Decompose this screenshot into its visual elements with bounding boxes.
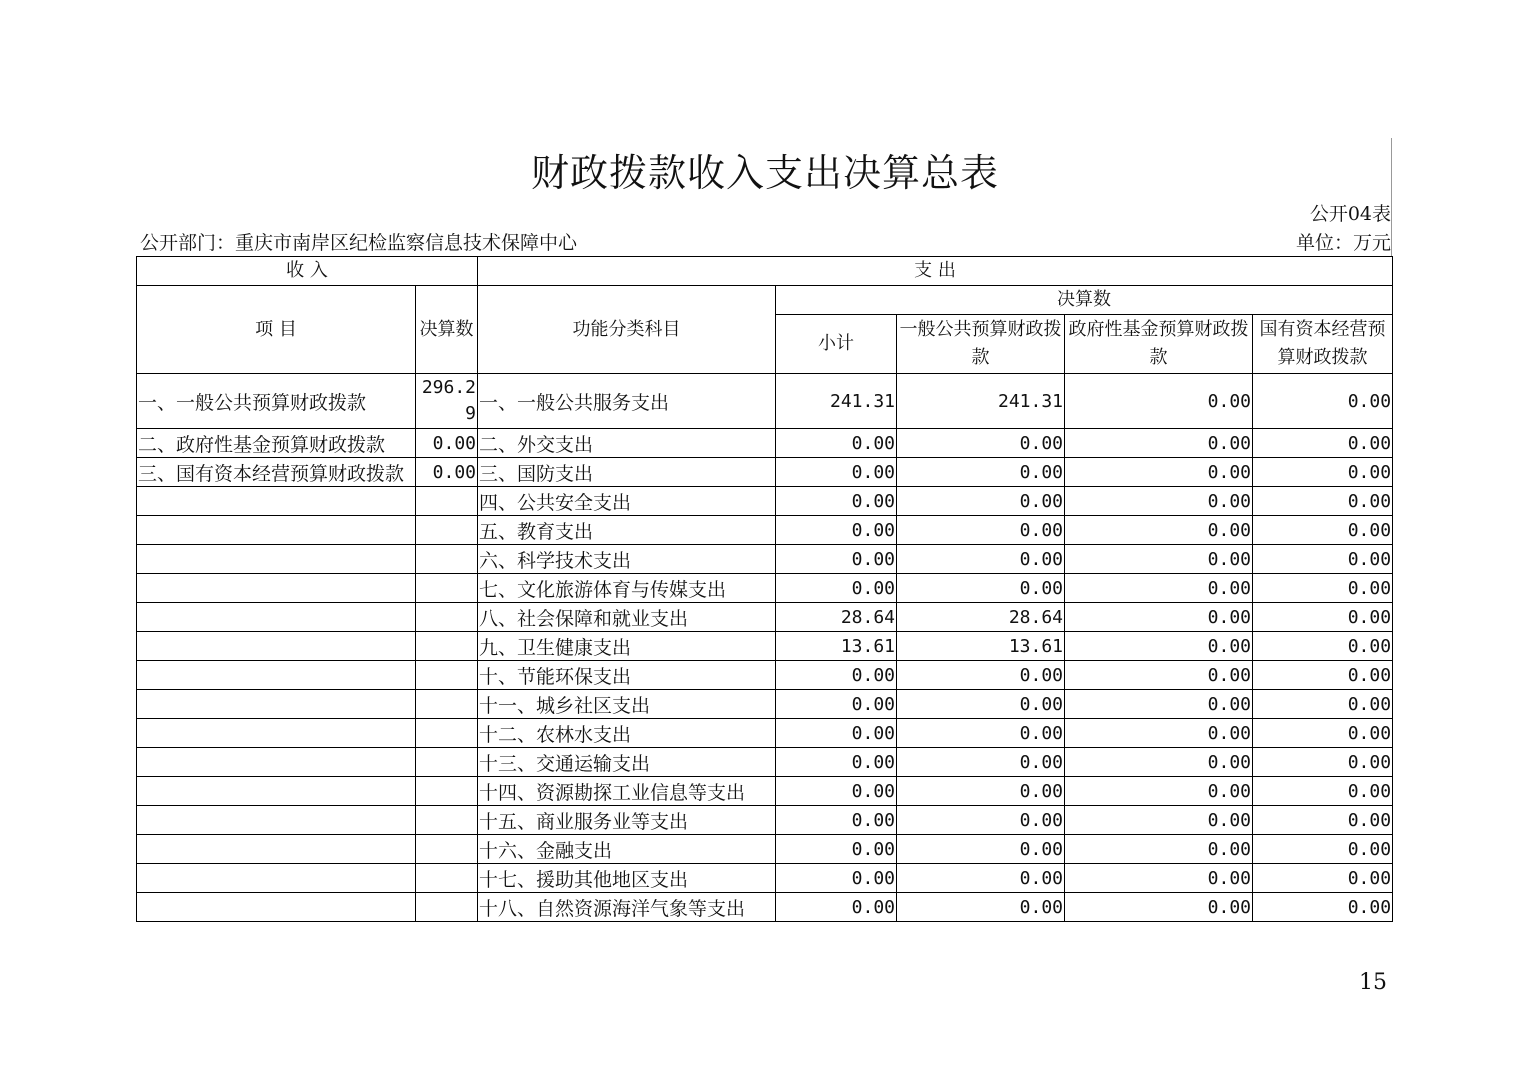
- income-amount-cell: [416, 864, 478, 893]
- gov-fund-cell: 0.00: [1065, 719, 1253, 748]
- general-budget-cell: 0.00: [897, 545, 1065, 574]
- income-amount-cell: [416, 777, 478, 806]
- income-amount-cell: [416, 748, 478, 777]
- income-item-cell: 一、一般公共预算财政拨款: [137, 374, 416, 429]
- expense-category-cell: 二、外交支出: [478, 429, 776, 458]
- gov-fund-cell: 0.00: [1065, 864, 1253, 893]
- general-budget-cell: 13.61: [897, 632, 1065, 661]
- subtotal-cell: 0.00: [776, 690, 897, 719]
- general-budget-cell: 28.64: [897, 603, 1065, 632]
- income-header: 收 入: [137, 257, 478, 286]
- general-budget-cell: 0.00: [897, 458, 1065, 487]
- income-amount-cell: [416, 516, 478, 545]
- general-budget-cell: 0.00: [897, 719, 1065, 748]
- general-budget-header: 一般公共预算财政拨款: [897, 315, 1065, 374]
- general-budget-cell: 0.00: [897, 864, 1065, 893]
- department-label: 公开部门：重庆市南岸区纪检监察信息技术保障中心: [140, 232, 578, 254]
- expense-category-cell: 十四、资源勘探工业信息等支出: [478, 777, 776, 806]
- gov-fund-cell: 0.00: [1065, 632, 1253, 661]
- income-amount-cell: 296.29: [416, 374, 478, 429]
- final-group-header: 决算数: [776, 286, 1393, 315]
- subtotal-cell: 13.61: [776, 632, 897, 661]
- income-item-cell: [137, 487, 416, 516]
- income-amount-cell: [416, 487, 478, 516]
- final-amount-header: 决算数: [416, 286, 478, 374]
- expense-category-cell: 三、国防支出: [478, 458, 776, 487]
- expense-category-cell: 五、教育支出: [478, 516, 776, 545]
- table-row: [137, 487, 1393, 516]
- income-item-cell: [137, 777, 416, 806]
- table-row: [137, 374, 1393, 429]
- subtotal-cell: 0.00: [776, 806, 897, 835]
- state-capital-cell: 0.00: [1253, 661, 1393, 690]
- gov-fund-cell: 0.00: [1065, 893, 1253, 922]
- income-amount-cell: [416, 574, 478, 603]
- income-item-cell: [137, 690, 416, 719]
- expense-category-cell: 八、社会保障和就业支出: [478, 603, 776, 632]
- table-row: [137, 516, 1393, 545]
- table-row: [137, 429, 1393, 458]
- state-capital-cell: 0.00: [1253, 806, 1393, 835]
- state-capital-cell: 0.00: [1253, 748, 1393, 777]
- gov-fund-cell: 0.00: [1065, 603, 1253, 632]
- subtotal-cell: 0.00: [776, 574, 897, 603]
- expense-category-cell: 十三、交通运输支出: [478, 748, 776, 777]
- table-row: [137, 748, 1393, 777]
- general-budget-cell: 0.00: [897, 835, 1065, 864]
- income-item-cell: [137, 661, 416, 690]
- expense-category-cell: 十六、金融支出: [478, 835, 776, 864]
- gov-fund-cell: 0.00: [1065, 487, 1253, 516]
- table-row: [137, 545, 1393, 574]
- state-capital-cell: 0.00: [1253, 429, 1393, 458]
- subtotal-cell: 0.00: [776, 516, 897, 545]
- income-item-cell: [137, 864, 416, 893]
- general-budget-cell: 0.00: [897, 806, 1065, 835]
- income-amount-cell: [416, 893, 478, 922]
- subtotal-cell: 0.00: [776, 719, 897, 748]
- state-capital-cell: 0.00: [1253, 545, 1393, 574]
- income-amount-cell: 0.00: [416, 429, 478, 458]
- state-capital-cell: 0.00: [1253, 574, 1393, 603]
- general-budget-cell: 0.00: [897, 429, 1065, 458]
- expense-category-cell: 十五、商业服务业等支出: [478, 806, 776, 835]
- expense-category-cell: 十二、农林水支出: [478, 719, 776, 748]
- income-item-cell: 二、政府性基金预算财政拨款: [137, 429, 416, 458]
- general-budget-cell: 0.00: [897, 748, 1065, 777]
- form-number: 公开04表: [1309, 203, 1391, 225]
- subtotal-header: 小计: [776, 315, 897, 374]
- item-header: 项 目: [137, 286, 416, 374]
- gov-fund-header: 政府性基金预算财政拨款: [1065, 315, 1253, 374]
- income-amount-cell: [416, 719, 478, 748]
- subtotal-cell: 0.00: [776, 864, 897, 893]
- page-number: 15: [1359, 970, 1387, 995]
- expense-category-cell: 十七、援助其他地区支出: [478, 864, 776, 893]
- function-category-header: 功能分类科目: [478, 286, 776, 374]
- subtotal-cell: 241.31: [776, 374, 897, 429]
- subtotal-cell: 0.00: [776, 777, 897, 806]
- income-item-cell: [137, 719, 416, 748]
- state-capital-cell: 0.00: [1253, 864, 1393, 893]
- state-capital-cell: 0.00: [1253, 690, 1393, 719]
- general-budget-cell: 241.31: [897, 374, 1065, 429]
- table-row: [137, 806, 1393, 835]
- state-capital-cell: 0.00: [1253, 487, 1393, 516]
- table-row: [137, 574, 1393, 603]
- income-amount-cell: [416, 661, 478, 690]
- gov-fund-cell: 0.00: [1065, 661, 1253, 690]
- income-amount-cell: [416, 806, 478, 835]
- final-accounts-table: [136, 256, 1393, 922]
- subtotal-cell: 0.00: [776, 458, 897, 487]
- income-item-cell: 三、国有资本经营预算财政拨款: [137, 458, 416, 487]
- table-row: [137, 632, 1393, 661]
- table-row: [137, 690, 1393, 719]
- expense-category-cell: 六、科学技术支出: [478, 545, 776, 574]
- gov-fund-cell: 0.00: [1065, 458, 1253, 487]
- income-amount-cell: [416, 603, 478, 632]
- expense-category-cell: 十一、城乡社区支出: [478, 690, 776, 719]
- income-item-cell: [137, 603, 416, 632]
- gov-fund-cell: 0.00: [1065, 777, 1253, 806]
- state-capital-cell: 0.00: [1253, 632, 1393, 661]
- table-row: [137, 719, 1393, 748]
- table-row: [137, 835, 1393, 864]
- gov-fund-cell: 0.00: [1065, 690, 1253, 719]
- general-budget-cell: 0.00: [897, 777, 1065, 806]
- gov-fund-cell: 0.00: [1065, 806, 1253, 835]
- state-capital-cell: 0.00: [1253, 458, 1393, 487]
- expense-category-cell: 七、文化旅游体育与传媒支出: [478, 574, 776, 603]
- general-budget-cell: 0.00: [897, 487, 1065, 516]
- income-item-cell: [137, 748, 416, 777]
- expense-category-cell: 十、节能环保支出: [478, 661, 776, 690]
- subtotal-cell: 0.00: [776, 487, 897, 516]
- unit-label: 单位：万元: [1295, 232, 1391, 254]
- table-row: [137, 458, 1393, 487]
- state-capital-cell: 0.00: [1253, 835, 1393, 864]
- income-item-cell: [137, 632, 416, 661]
- state-capital-cell: 0.00: [1253, 719, 1393, 748]
- expense-category-cell: 四、公共安全支出: [478, 487, 776, 516]
- state-capital-header: 国有资本经营预算财政拨款: [1253, 315, 1393, 374]
- income-item-cell: [137, 545, 416, 574]
- subtotal-cell: 0.00: [776, 661, 897, 690]
- income-amount-cell: 0.00: [416, 458, 478, 487]
- general-budget-cell: 0.00: [897, 574, 1065, 603]
- gov-fund-cell: 0.00: [1065, 516, 1253, 545]
- general-budget-cell: 0.00: [897, 516, 1065, 545]
- income-amount-cell: [416, 545, 478, 574]
- income-amount-cell: [416, 835, 478, 864]
- state-capital-cell: 0.00: [1253, 777, 1393, 806]
- state-capital-cell: 0.00: [1253, 893, 1393, 922]
- gov-fund-cell: 0.00: [1065, 835, 1253, 864]
- gov-fund-cell: 0.00: [1065, 545, 1253, 574]
- expense-category-cell: 九、卫生健康支出: [478, 632, 776, 661]
- general-budget-cell: 0.00: [897, 661, 1065, 690]
- expense-category-cell: 十八、自然资源海洋气象等支出: [478, 893, 776, 922]
- income-amount-cell: [416, 690, 478, 719]
- table-row: [137, 603, 1393, 632]
- general-budget-cell: 0.00: [897, 893, 1065, 922]
- table-row: [137, 864, 1393, 893]
- expense-header: 支 出: [478, 257, 1393, 286]
- income-item-cell: [137, 574, 416, 603]
- gov-fund-cell: 0.00: [1065, 429, 1253, 458]
- state-capital-cell: 0.00: [1253, 374, 1393, 429]
- income-item-cell: [137, 835, 416, 864]
- subtotal-cell: 0.00: [776, 835, 897, 864]
- subtotal-cell: 0.00: [776, 748, 897, 777]
- gov-fund-cell: 0.00: [1065, 748, 1253, 777]
- subtotal-cell: 0.00: [776, 429, 897, 458]
- subtotal-cell: 28.64: [776, 603, 897, 632]
- table-row: [137, 777, 1393, 806]
- state-capital-cell: 0.00: [1253, 603, 1393, 632]
- expense-category-cell: 一、一般公共服务支出: [478, 374, 776, 429]
- income-item-cell: [137, 893, 416, 922]
- subtotal-cell: 0.00: [776, 545, 897, 574]
- income-item-cell: [137, 516, 416, 545]
- table-row: [137, 661, 1393, 690]
- subtotal-cell: 0.00: [776, 893, 897, 922]
- income-item-cell: [137, 806, 416, 835]
- general-budget-cell: 0.00: [897, 690, 1065, 719]
- gov-fund-cell: 0.00: [1065, 574, 1253, 603]
- page-title: 财政拨款收入支出决算总表: [530, 151, 999, 195]
- gov-fund-cell: 0.00: [1065, 374, 1253, 429]
- income-amount-cell: [416, 632, 478, 661]
- table-row: [137, 893, 1393, 922]
- state-capital-cell: 0.00: [1253, 516, 1393, 545]
